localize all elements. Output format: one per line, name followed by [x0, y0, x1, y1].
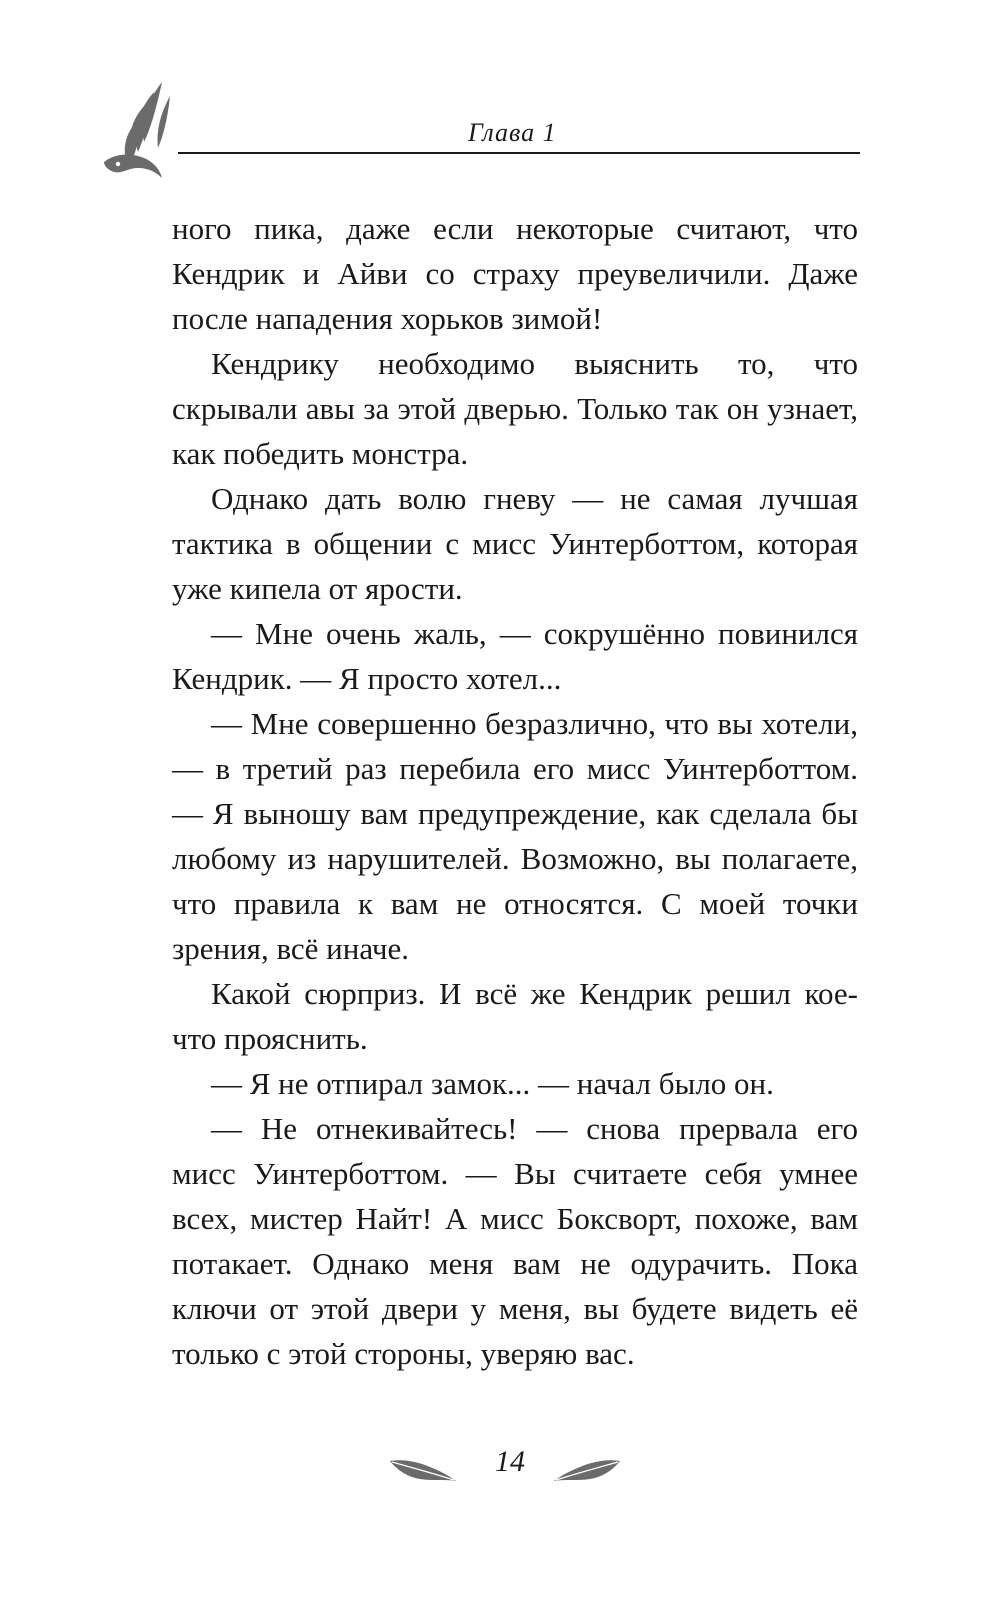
paragraph: Кендрику необходимо выяснить то, что скрывали авы за этой дверью. Только так он узнает, как победить монстра.: [172, 346, 858, 471]
body-text: [172, 206, 858, 1376]
paragraph: ного пика, даже если некоторые считают, что Кендрик и Айви со страху преувеличили. Даже после нападения хорьков зимой!: [172, 211, 858, 336]
page-number: 14: [495, 1445, 525, 1478]
page-footer: [0, 1445, 1000, 1505]
header-rule: [178, 152, 860, 154]
paragraph: — Я не отпирал замок... — начал было он.: [211, 1066, 774, 1101]
feather-icon: [552, 1455, 622, 1485]
paragraph: Какой сюрприз. И всё же Кендрик решил кое-что прояснить.: [172, 976, 858, 1056]
paragraph: — Не отнекивайтесь! — снова прервала его мисс Уинтерботтом. — Вы считаете себя умнее всех, мистер Найт! А мисс Боксворт, похоже, вам потакает. Однако меня вам не одурачить. Пока ключи от этой двери у меня, вы будете видеть её только с этой стороны, уверяю вас.: [172, 1111, 858, 1371]
chapter-title: Глава 1: [468, 118, 557, 147]
feather-icon: [388, 1455, 458, 1485]
paragraph: — Мне очень жаль, — сокрушённо повинился Кендрик. — Я просто хотел...: [172, 616, 858, 696]
paragraph: — Мне совершенно безразлично, что вы хотели, — в третий раз перебила его мисс Уинтерботтом. — Я выношу вам предупреждение, как сделала бы любому из нарушителей. Возможно, вы полагаете, что правила к вам не относятся. С моей точки зрения, всё иначе.: [172, 706, 858, 966]
wing-icon: [100, 80, 195, 190]
paragraph: Однако дать волю гневу — не самая лучшая тактика в общении с мисс Уинтерботтом, которая уже кипела от ярости.: [172, 481, 858, 606]
